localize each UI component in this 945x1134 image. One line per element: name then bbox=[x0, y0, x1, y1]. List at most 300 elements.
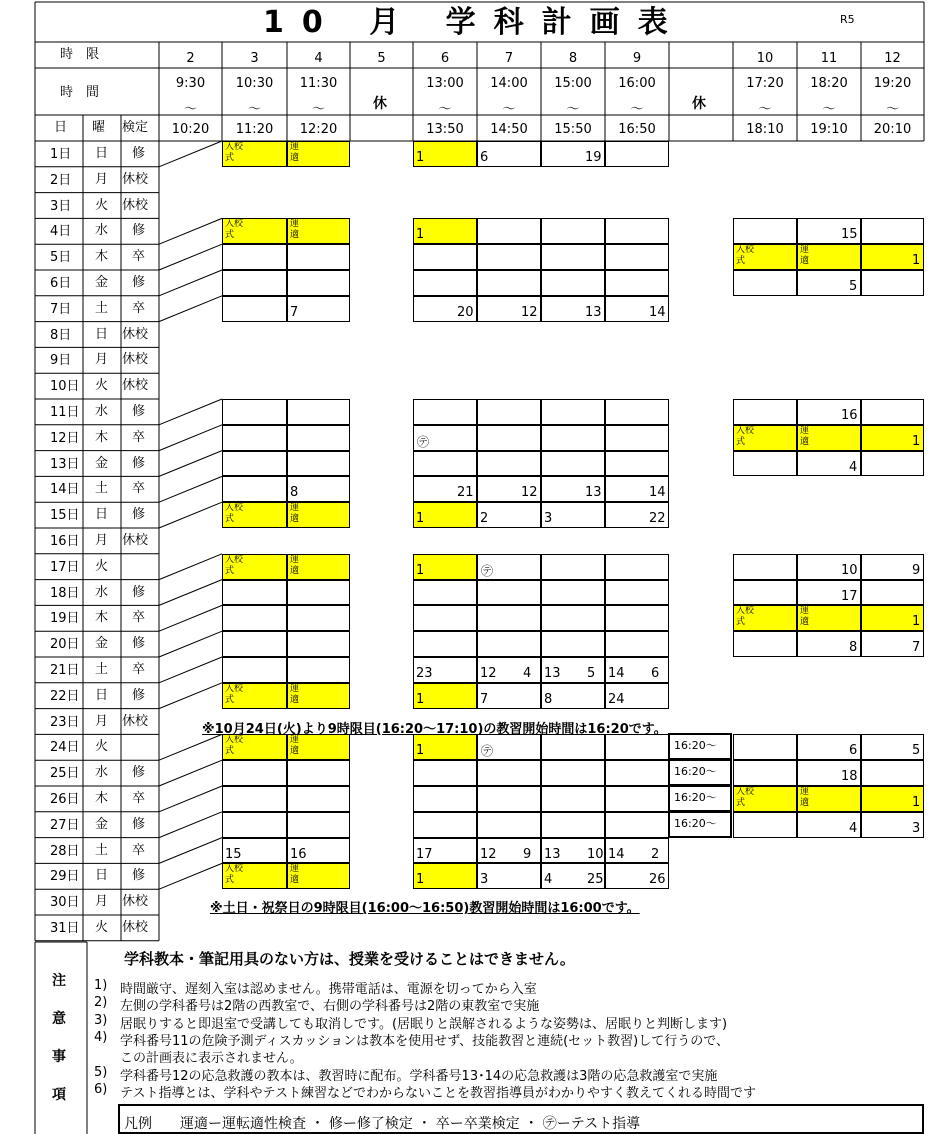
lesson-number: 17 bbox=[841, 588, 858, 604]
period-tilde: 〜 bbox=[438, 102, 452, 117]
lesson-number: 1 bbox=[912, 253, 921, 269]
period-number: 8 bbox=[568, 51, 578, 66]
lesson-number: 7 bbox=[480, 691, 489, 707]
lesson-number: 1 bbox=[416, 562, 425, 578]
schedule-cell bbox=[413, 605, 477, 631]
check-label: 卒 bbox=[132, 610, 146, 626]
schedule-cell bbox=[222, 812, 287, 838]
schedule-cell bbox=[861, 760, 924, 786]
caution-item-number: 5) bbox=[94, 1064, 108, 1080]
schedule-cell bbox=[605, 218, 669, 244]
lesson-number: 4 bbox=[849, 820, 858, 836]
period-end: 20:10 bbox=[873, 122, 912, 137]
period-label: 時 限 bbox=[60, 47, 100, 62]
test-guidance-mark: ㋢ bbox=[481, 563, 494, 578]
lesson-number: 8 bbox=[544, 691, 553, 707]
schedule-cell bbox=[605, 399, 669, 425]
schedule-cell bbox=[287, 605, 350, 631]
lesson-number: 21 bbox=[457, 485, 474, 501]
dow-label: 土 bbox=[95, 662, 109, 677]
dow-label: 火 bbox=[95, 920, 109, 935]
schedule-cell bbox=[477, 605, 541, 631]
lesson-number: 3 bbox=[544, 511, 553, 527]
lesson-number: 1 bbox=[416, 872, 425, 888]
test-guidance-mark: ㋢ bbox=[481, 744, 494, 759]
schedule-cell bbox=[477, 244, 541, 270]
check-label: 修 bbox=[132, 584, 146, 600]
caution-headline: 学科教本・筆記用具のない方は、授業を受けることはできません。 bbox=[124, 950, 575, 968]
col-day-header: 日 bbox=[54, 120, 68, 135]
day-label: 9日 bbox=[50, 353, 72, 369]
dow-label: 木 bbox=[95, 791, 109, 806]
schedule-cell bbox=[477, 270, 541, 296]
lesson-number: 1 bbox=[912, 614, 921, 630]
schedule-cell bbox=[222, 657, 287, 683]
lesson-number: 1 bbox=[416, 743, 425, 759]
schedule-cell bbox=[541, 451, 605, 477]
dow-label: 火 bbox=[95, 739, 109, 755]
day-label: 8日 bbox=[50, 327, 72, 343]
unteki-label: 適 bbox=[290, 230, 300, 241]
oct24-notice: ※10月24日(火)より9時限目(16:20〜17:10)の教習開始時間は16:20です。 bbox=[202, 721, 667, 737]
dow-label: 木 bbox=[95, 610, 109, 626]
schedule-cell bbox=[541, 580, 605, 606]
lesson-number: 1 bbox=[416, 150, 425, 165]
nyuko-label: 式 bbox=[736, 798, 746, 808]
period-number: 10 bbox=[756, 51, 774, 66]
day-label: 12日 bbox=[50, 430, 80, 446]
schedule-cell bbox=[222, 399, 287, 425]
period-end: 18:10 bbox=[746, 122, 784, 137]
unteki-label: 適 bbox=[800, 436, 810, 447]
period-start: 15:00 bbox=[554, 76, 592, 91]
schedule-cell bbox=[541, 734, 605, 760]
nyuko-label: 式 bbox=[736, 617, 746, 628]
nyuko-label: 式 bbox=[225, 514, 235, 525]
dow-label: 月 bbox=[95, 713, 109, 729]
lesson-number: 4 bbox=[849, 459, 858, 475]
schedule-cell bbox=[287, 451, 350, 477]
nyuko-label: 式 bbox=[736, 256, 746, 267]
nyuko-label: 式 bbox=[736, 436, 746, 447]
nyuko-label: 入校 bbox=[736, 245, 755, 256]
check-label: 修 bbox=[132, 816, 146, 832]
unteki-label: 適 bbox=[290, 875, 300, 886]
period-tilde: 〜 bbox=[630, 102, 644, 117]
day-label: 19日 bbox=[50, 611, 80, 627]
lesson-number: 3 bbox=[912, 820, 921, 836]
dow-label: 月 bbox=[95, 352, 109, 368]
check-label: 修 bbox=[132, 146, 146, 161]
day-label: 10日 bbox=[50, 379, 80, 395]
period-start: 17:20 bbox=[746, 76, 784, 91]
schedule-cell bbox=[287, 786, 350, 812]
unteki-label: 適 bbox=[800, 256, 810, 267]
check-label: 休校 bbox=[122, 533, 149, 548]
lesson-number: 1 bbox=[912, 795, 921, 810]
schedule-cell bbox=[287, 270, 350, 296]
dow-label: 金 bbox=[95, 816, 109, 832]
dow-label: 日 bbox=[95, 146, 109, 161]
day-label: 17日 bbox=[50, 559, 80, 575]
day-label: 24日 bbox=[50, 740, 80, 756]
lesson-number: 16 bbox=[290, 846, 307, 862]
period-end: 12:20 bbox=[299, 122, 338, 137]
check-label: 休校 bbox=[122, 326, 149, 342]
lesson-number: 9 bbox=[523, 846, 532, 862]
caution-item-text: 居眠りすると即退室で受講しても取消しです。(居眠りと誤解されるような姿勢は、居眠りと判断します) bbox=[120, 1016, 728, 1032]
period-number: 6 bbox=[440, 51, 450, 66]
period-end: 14:50 bbox=[490, 122, 528, 137]
period-number: 5 bbox=[377, 51, 386, 66]
nyuko-label: 式 bbox=[225, 230, 235, 241]
start-time-box: 16:20〜 bbox=[668, 759, 732, 786]
dow-label: 月 bbox=[95, 894, 109, 910]
nyuko-label: 入校 bbox=[225, 503, 244, 514]
start-time-box: 16:20〜 bbox=[668, 785, 732, 812]
nyuko-label: 入校 bbox=[225, 683, 244, 694]
dow-label: 火 bbox=[95, 558, 109, 574]
nyuko-label: 入校 bbox=[225, 142, 244, 152]
schedule-cell bbox=[541, 218, 605, 244]
caution-side-char: 事 bbox=[52, 1049, 66, 1065]
schedule-cell bbox=[222, 451, 287, 477]
unteki-label: 運 bbox=[800, 606, 810, 617]
period-start: 9:30 bbox=[175, 76, 206, 91]
schedule-cell bbox=[733, 554, 797, 580]
caution-item-text: 学科番号12の応急救護の教本は、教習時に配布。学科番号13･14の応急救護は3階の応急救護室で実施 bbox=[120, 1068, 718, 1084]
day-label: 31日 bbox=[50, 921, 80, 936]
dow-label: 金 bbox=[95, 455, 109, 471]
page-title: 10 月 学科計画表 bbox=[263, 5, 686, 40]
lesson-number: 13 bbox=[585, 304, 602, 320]
lesson-number: 6 bbox=[651, 666, 660, 681]
dow-label: 日 bbox=[95, 507, 109, 523]
schedule-cell bbox=[733, 631, 797, 657]
test-guidance-mark: ㋢ bbox=[417, 434, 430, 449]
day-label: 16日 bbox=[50, 534, 80, 549]
dow-label: 金 bbox=[95, 636, 109, 652]
day-label: 23日 bbox=[50, 714, 80, 730]
day-label: 14日 bbox=[50, 482, 80, 498]
period-number: 12 bbox=[884, 51, 901, 66]
check-label: 修 bbox=[132, 275, 146, 290]
period-end: 10:20 bbox=[171, 122, 210, 137]
nyuko-label: 式 bbox=[225, 875, 235, 886]
caution-side-char: 注 bbox=[52, 973, 66, 989]
unteki-label: 運 bbox=[290, 219, 300, 230]
nyuko-label: 式 bbox=[225, 694, 235, 705]
unteki-label: 運 bbox=[800, 245, 810, 256]
lesson-number: 12 bbox=[521, 485, 538, 501]
schedule-cell bbox=[861, 270, 924, 296]
lesson-number: 1 bbox=[912, 433, 921, 449]
period-end: 11:20 bbox=[235, 122, 274, 137]
unteki-label: 適 bbox=[800, 617, 810, 628]
check-label: 休校 bbox=[122, 920, 149, 935]
schedule-cell bbox=[541, 425, 605, 451]
period-start: 16:00 bbox=[618, 76, 656, 91]
dow-label: 木 bbox=[95, 249, 109, 265]
dow-label: 金 bbox=[95, 275, 109, 290]
caution-item-number: 2) bbox=[94, 995, 108, 1011]
lesson-number: 20 bbox=[457, 304, 474, 320]
schedule-cell bbox=[287, 580, 350, 606]
lesson-number: 1 bbox=[416, 511, 425, 527]
nyuko-label: 式 bbox=[225, 746, 235, 757]
unteki-label: 運 bbox=[800, 787, 810, 797]
dow-label: 日 bbox=[95, 687, 109, 703]
schedule-cell bbox=[541, 605, 605, 631]
unteki-label: 適 bbox=[290, 514, 300, 525]
day-label: 1日 bbox=[50, 147, 72, 162]
check-label: 修 bbox=[132, 404, 146, 419]
caution-item-text: 学科番号11の危険予測ディスカッションは教本を使用せず、技能教習と連続(セット教習)して行うので、 bbox=[120, 1033, 729, 1049]
schedule-cell bbox=[733, 734, 797, 760]
check-label: 休校 bbox=[122, 378, 149, 394]
col-check-header: 検定 bbox=[122, 120, 149, 135]
day-label: 29日 bbox=[50, 869, 80, 885]
day-label: 3日 bbox=[50, 198, 72, 214]
lesson-number: 15 bbox=[225, 846, 242, 862]
schedule-cell bbox=[605, 270, 669, 296]
period-tilde: 〜 bbox=[885, 102, 899, 117]
lesson-number: 8 bbox=[290, 485, 299, 501]
time-label: 時 間 bbox=[60, 85, 100, 100]
caution-item-text: 左側の学科番号は2階の西教室で、右側の学科番号は2階の東教室で実施 bbox=[120, 999, 540, 1015]
schedule-cell bbox=[413, 631, 477, 657]
schedule-cell bbox=[605, 812, 669, 838]
lesson-number: 5 bbox=[587, 666, 596, 681]
schedule-cell bbox=[477, 631, 541, 657]
unteki-label: 運 bbox=[290, 142, 300, 152]
schedule-cell bbox=[605, 425, 669, 451]
period-start: 13:00 bbox=[426, 76, 464, 91]
schedule-cell bbox=[605, 760, 669, 786]
schedule-cell bbox=[541, 760, 605, 786]
caution-item-number: 6) bbox=[94, 1081, 108, 1097]
schedule-cell bbox=[222, 476, 287, 502]
schedule-cell bbox=[413, 270, 477, 296]
schedule-cell bbox=[605, 631, 669, 657]
lesson-number: 13 bbox=[585, 485, 602, 501]
lesson-number: 10 bbox=[841, 562, 858, 578]
schedule-cell bbox=[222, 270, 287, 296]
unteki-label: 運 bbox=[290, 503, 300, 514]
nyuko-label: 入校 bbox=[736, 425, 755, 436]
check-label: 休校 bbox=[122, 171, 149, 187]
day-label: 6日 bbox=[50, 276, 72, 291]
nyuko-label: 入校 bbox=[225, 735, 244, 746]
day-label: 25日 bbox=[50, 766, 80, 782]
lesson-number: 26 bbox=[649, 872, 666, 888]
period-tilde: 〜 bbox=[822, 102, 836, 117]
day-label: 7日 bbox=[50, 301, 72, 317]
check-label: 休校 bbox=[122, 352, 149, 368]
period-start: 19:20 bbox=[873, 76, 912, 91]
lesson-number: 16 bbox=[841, 408, 858, 423]
day-label: 5日 bbox=[50, 250, 72, 266]
schedule-cell bbox=[222, 425, 287, 451]
day-label: 22日 bbox=[50, 688, 80, 704]
schedule-cell bbox=[605, 605, 669, 631]
schedule-cell bbox=[733, 218, 797, 244]
lesson-number: 8 bbox=[849, 640, 858, 656]
period-number: 11 bbox=[820, 51, 838, 66]
schedule-cell bbox=[222, 244, 287, 270]
dow-label: 木 bbox=[95, 429, 109, 445]
day-label: 28日 bbox=[50, 843, 80, 859]
schedule-cell bbox=[541, 399, 605, 425]
lesson-number: 1 bbox=[416, 227, 425, 243]
lesson-number: 12 bbox=[480, 666, 497, 681]
lesson-number: 3 bbox=[480, 872, 489, 888]
schedule-cell bbox=[861, 451, 924, 477]
nyuko-label: 入校 bbox=[736, 606, 755, 617]
nyuko-label: 入校 bbox=[225, 219, 244, 230]
period-end: 13:50 bbox=[426, 122, 464, 137]
check-label: 休校 bbox=[122, 894, 149, 910]
check-label: 卒 bbox=[132, 249, 146, 265]
schedule-cell bbox=[605, 141, 669, 167]
dow-label: 火 bbox=[95, 378, 109, 394]
unteki-label: 適 bbox=[290, 565, 300, 576]
day-label: 20日 bbox=[50, 637, 80, 653]
lesson-number: 1 bbox=[416, 691, 425, 707]
lesson-number: 18 bbox=[841, 769, 858, 785]
lesson-number: 14 bbox=[608, 846, 625, 862]
schedule-cell bbox=[477, 812, 541, 838]
schedule-cell bbox=[477, 760, 541, 786]
lesson-number: 5 bbox=[849, 279, 858, 294]
nyuko-label: 入校 bbox=[225, 864, 244, 875]
period-start: 10:30 bbox=[235, 76, 274, 91]
schedule-cell bbox=[861, 399, 924, 425]
dow-label: 水 bbox=[95, 404, 109, 419]
lesson-number: 17 bbox=[416, 846, 433, 862]
dow-label: 水 bbox=[95, 765, 109, 781]
lesson-number: 4 bbox=[523, 666, 532, 681]
schedule-cell bbox=[605, 451, 669, 477]
lesson-number: 14 bbox=[608, 666, 625, 681]
check-label: 卒 bbox=[132, 791, 146, 806]
unteki-label: 適 bbox=[800, 798, 810, 808]
schedule-cell bbox=[222, 786, 287, 812]
schedule-cell bbox=[477, 786, 541, 812]
lesson-number: 5 bbox=[912, 743, 921, 759]
lesson-number: 2 bbox=[651, 846, 660, 862]
schedule-cell bbox=[287, 812, 350, 838]
schedule-cell bbox=[477, 399, 541, 425]
lesson-number: 19 bbox=[585, 150, 602, 165]
unteki-label: 運 bbox=[290, 683, 300, 694]
lesson-number: 14 bbox=[649, 304, 666, 320]
period-tilde: 〜 bbox=[183, 102, 197, 117]
check-label: 修 bbox=[132, 765, 146, 781]
schedule-cell bbox=[287, 657, 350, 683]
lesson-number: 12 bbox=[521, 304, 538, 320]
lesson-number: 7 bbox=[912, 640, 921, 656]
nyuko-label: 入校 bbox=[736, 787, 755, 797]
unteki-label: 適 bbox=[290, 153, 300, 163]
dow-label: 火 bbox=[95, 197, 109, 213]
unteki-label: 適 bbox=[290, 746, 300, 757]
legend-text: 凡例 運適ー運転適性検査 ・ 修ー修了検定 ・ 卒ー卒業検定 ・ ㋢ーテスト指導 bbox=[124, 1116, 641, 1132]
caution-item-number: 1) bbox=[94, 978, 108, 993]
day-label: 21日 bbox=[50, 663, 80, 678]
schedule-cell bbox=[733, 270, 797, 296]
unteki-label: 適 bbox=[290, 694, 300, 705]
schedule-cell bbox=[413, 760, 477, 786]
caution-item-number: 4) bbox=[94, 1029, 108, 1045]
lesson-number: 13 bbox=[544, 846, 561, 862]
rest-label: 休 bbox=[373, 96, 387, 112]
day-label: 11日 bbox=[50, 405, 80, 420]
caution-item-text: テスト指導とは、学科やテスト練習などでわからないことを教習指導員がわかりやすく教えてくれる時間です bbox=[120, 1085, 756, 1101]
lesson-number: 13 bbox=[544, 666, 561, 681]
caution-item-text: この計画表に表示されません。 bbox=[120, 1051, 303, 1067]
period-number: 3 bbox=[250, 51, 259, 66]
edition-label: R5 bbox=[840, 13, 855, 26]
period-number: 2 bbox=[186, 51, 195, 66]
schedule-cell bbox=[222, 605, 287, 631]
schedule-cell bbox=[541, 786, 605, 812]
period-end: 15:50 bbox=[554, 122, 592, 137]
check-label: 修 bbox=[132, 687, 146, 703]
schedule-cell bbox=[733, 580, 797, 606]
dow-label: 日 bbox=[95, 868, 109, 884]
schedule-cell bbox=[413, 812, 477, 838]
lesson-number: 14 bbox=[649, 485, 666, 501]
rest-label: 休 bbox=[692, 96, 706, 112]
schedule-cell bbox=[861, 218, 924, 244]
schedule-cell bbox=[541, 244, 605, 270]
schedule-cell bbox=[477, 580, 541, 606]
schedule-cell bbox=[541, 631, 605, 657]
schedule-cell bbox=[222, 760, 287, 786]
check-label: 卒 bbox=[132, 429, 146, 445]
nyuko-label: 式 bbox=[225, 565, 235, 576]
schedule-cell bbox=[477, 218, 541, 244]
lesson-number: 2 bbox=[480, 511, 489, 527]
schedule-cell bbox=[605, 244, 669, 270]
period-tilde: 〜 bbox=[311, 102, 325, 117]
lesson-number: 6 bbox=[849, 743, 858, 759]
check-label: 卒 bbox=[132, 481, 146, 497]
day-label: 13日 bbox=[50, 456, 80, 472]
lesson-number: 12 bbox=[480, 846, 497, 862]
start-time-box: 16:20〜 bbox=[668, 733, 732, 760]
caution-side-char: 意 bbox=[52, 1011, 66, 1027]
unteki-label: 運 bbox=[290, 735, 300, 746]
weekend-notice: ※土日・祝祭日の9時限目(16:00〜16:50)教習開始時間は16:00です。 bbox=[210, 901, 640, 917]
schedule-cell bbox=[413, 451, 477, 477]
check-label: 修 bbox=[132, 455, 146, 471]
period-tilde: 〜 bbox=[502, 102, 516, 117]
check-label: 修 bbox=[132, 636, 146, 652]
period-number: 9 bbox=[632, 51, 642, 66]
schedule-cell bbox=[413, 786, 477, 812]
check-label: 修 bbox=[132, 868, 146, 884]
check-label: 卒 bbox=[132, 662, 146, 677]
lesson-number: 4 bbox=[544, 872, 553, 888]
check-label: 卒 bbox=[132, 842, 146, 858]
lesson-number: 22 bbox=[649, 511, 666, 527]
schedule-cell bbox=[222, 580, 287, 606]
period-end: 16:50 bbox=[618, 122, 656, 137]
schedule-cell bbox=[413, 580, 477, 606]
schedule-cell bbox=[861, 580, 924, 606]
